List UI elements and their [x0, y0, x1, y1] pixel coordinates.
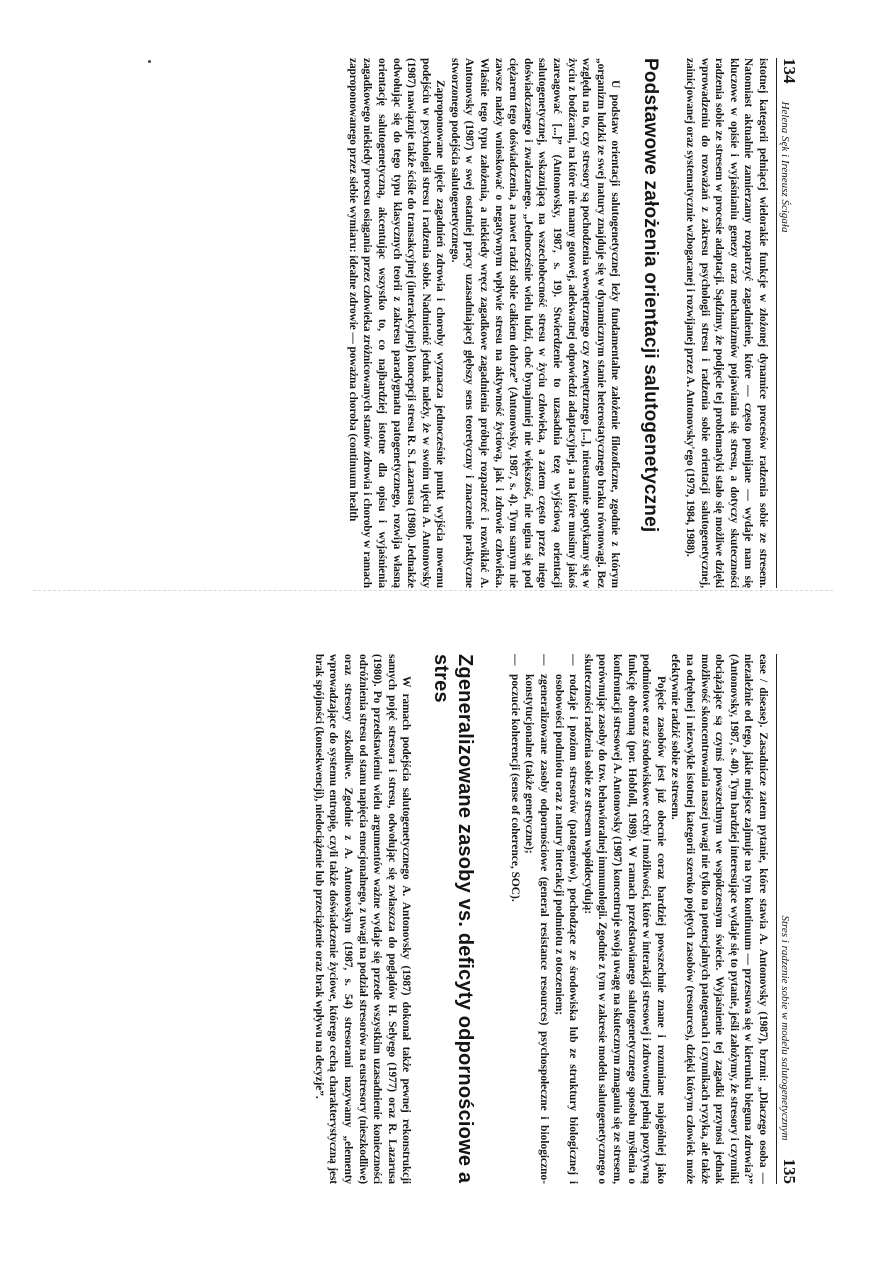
intro-paragraph: istotnej kategorii pełniącej wielorakie funkcje w złożonej dynamice procesów radzenia sobie ze stresem. Natomiast aktualnie zamierzamy rozpatrzyć zagadnienie, które — często pomijane — wydaje nam się kluczowe w opisie i wyjaśnianiu genezy oraz mechanizmów pojawiania się stresu, a dotyczy skuteczności radzenia sobie ze stresem w procesie adaptacji. Sądzimy, że podjęcie tej problematyki stało się możliwe dzięki wprowadzeniu do rozważań z zakresu psychologii stresu i radzenia sobie orientacji salutogenetycznej, zainicjowanej oraz systematycznie wzbogacanej i rozwijanej przez A. Antonovsky'ego (1979, 1984, 1988). — [684, 58, 769, 588]
body-paragraph: Pojęcie zasobów jest już obecnie coraz bardziej powszechnie znane i rozumiane najogólniej jako podmiotowe oraz środowiskowe cechy i możliwości, które w interakcji stresowej i zdrowotnej pełnią pozytywną funkcję obronną (por. Hobfoll, 1989). W ramach przedstawianego salutogenetycznego sposobu myślenia o konfrontacji stresowej A. Antonovsky (1987) koncentruje swoją uwagę na skutecznym zmaganiu się ze stresem, porównując zasoby do tzw. behawioralnej immunologii. Zgodnie z tym w zakresie modelu salutogenetycznego o skuteczności radzenia sobie ze stresem współdecydują: — [581, 654, 667, 1184]
body-paragraph: W ramach podejścia salutogenetycznego A. Antonovsky (1987) dokonał także pewnej rekonstrukcji samych pojęć stresora i stresu, odwołując się zwłaszcza do poglądów H. Selyego (1977) oraz R. Lazarusa (1980). Po przedstawieniu wielu argumentów ważne wydaje się przede wszystkim uzasadnienie konieczności odróżnienia stresu od stanu napięcia emocjonalnego, z uwagi na podział stresorów na eustresory (nieszkodliwe) oraz stresory szkodliwe. Zgodnie z A. Antonovskym (1987, s. 54) stresorami nazywamy „elementy wprowadzające do systemu entropię, czyli także doświadczenie życiowe, którego cechą charakterystyczną jest brak spójności (konsekwencji), niedociążenie lub przeciążenie oraz brak wpływu na decyzje”. — [312, 654, 413, 1184]
running-head: Helena Sęk i Ireneusz Ścigała — [779, 101, 791, 233]
determinants-list — [507, 654, 580, 1184]
page-header — [776, 654, 801, 1184]
section-heading: Zgeneralizowane zasoby vs. deficyty odpornościowe a stres — [430, 654, 477, 1184]
right-page — [21, 654, 801, 1184]
page-number: 135 — [780, 1158, 799, 1184]
list-item: — zgeneralizowane zasoby odpornościowe (general resistance resources) psychospołeczne i biologiczno-konstytucjonalne (także genetyczne); — [522, 654, 551, 1184]
body-paragraph: ease / disease). Zasadnicze zatem pytanie, które stawia A. Antonovsky (1987), brzmi: „Dlaczego osoba — niezależnie od tego, jakie miejsce zajmuje na tym kontinuum — przesuwa się w kierunku bieguna zdrowia?” (Antonovsky, 1987, s. 40). Tym bardziej interesujące wydaje się to pytanie, jeśli założymy, że stresory i czynniki obciążające są czymś powszechnym we współczesnym świecie. Wyjaśnienie tej zagadki przynosi jednak możliwość skoncentrowania naszej uwagi nie tylko na potencjalnych patogenach i czynnikach ryzyka, ale także na odrębnej i niezwykle istotnej kategorii szeroko pojętych zasobów (resources), dzięki którym człowiek może efektywnie radzić sobie ze stresem. — [669, 654, 769, 1184]
scan-speck — [148, 60, 151, 63]
body-paragraph: U podstaw orientacji salutogenetycznej leży fundamentalne założenie filozoficzne, zgodnie z którym „organizm ludzki ze swej natury znajduje się w dynamicznym stanie heterostatycznego braku równowagi. Bez względu na to, czy stresory są pochodzenia wewnętrznego czy zewnętrznego [...], nieustannie spotykamy się w życiu z bodźcami, na które nie mamy gotowej, adekwatnej odpowiedzi adaptacyjnej, a na które musimy jakoś zareagować [...]” (Antonovsky, 1987, s. 19). Stwierdzenie to uzasadnia tezę wyjściową orientacji salutogenetycznej, wskazującą na wszechobecność stresu w życiu człowieka, a zatem często przez niego doświadczanego i zwalczanego. „Jednocześnie wielu ludzi, choć bynajmniej nie większość, nie ugina się pod ciężarem tego doświadczenia, a nawet radzi sobie całkiem dobrze” (Antonovsky, 1987, s. 4). Tym samym nie zawsze należy wnioskować o negatywnym wpływie stresu na aktywność życiową, jak i zdrowie człowieka. Właśnie tego typu założenia, a niekiedy wręcz zagadkowe zagadnienia próbuje rozpatrzeć i rozwikłać A. Antonovsky (1987) w swej ostatniej pracy uzasadniającej głębszy sens teoretyczny i znaczenie praktyczne stworzonego podejścia salutogenetycznego. — [448, 58, 622, 588]
body-paragraph: Zaproponowane ujęcie zagadnień zdrowia i choroby wyznacza jednocześnie punkt wyjścia nowemu podejściu w psychologii stresu i radzenia sobie. Nadmienić jednak należy, że w swoim ujęciu A. Antonovsky (1987) nawiązuje także ściśle do transakcyjnej (interakcyjnej) koncepcji stresu R. S. Lazarusa (1980). Jednakże odwołując się do tego typu klasycznych teorii z zakresu paradygmatu patogenetycznego, rozwija własną orientację salutogenetyczną, akcentując wszystko to, co najbardziej istotne dla opisu i wyjaśnienia zagadkowego niekiedy procesu osiągania przez człowieka zróżnicowanych stanów zdrowia i choroby w ramach zaproponowanego przez siebie wymiaru: idealne zdrowie — poważna choroba (continuum health — [346, 58, 447, 588]
section-heading: Podstawowe założenia orientacji salutogenetycznej — [640, 58, 662, 533]
left-page — [21, 58, 801, 588]
page-header — [776, 58, 801, 588]
list-item: — rodzaje i poziom stresorów (patogenów), pochodzące ze środowiska lub ze struktury biologicznej i osobowości podmiotu oraz z natury interakcji podmiotu z otoczeniem; — [551, 654, 580, 1184]
page-number: 134 — [780, 58, 799, 84]
page-divider — [33, 590, 833, 592]
running-head: Stres i radzenie sobie w modelu salutogenetycznym — [779, 915, 791, 1141]
list-item: — poczucie koherencji (sense of coherence, SOC). — [507, 654, 522, 1184]
